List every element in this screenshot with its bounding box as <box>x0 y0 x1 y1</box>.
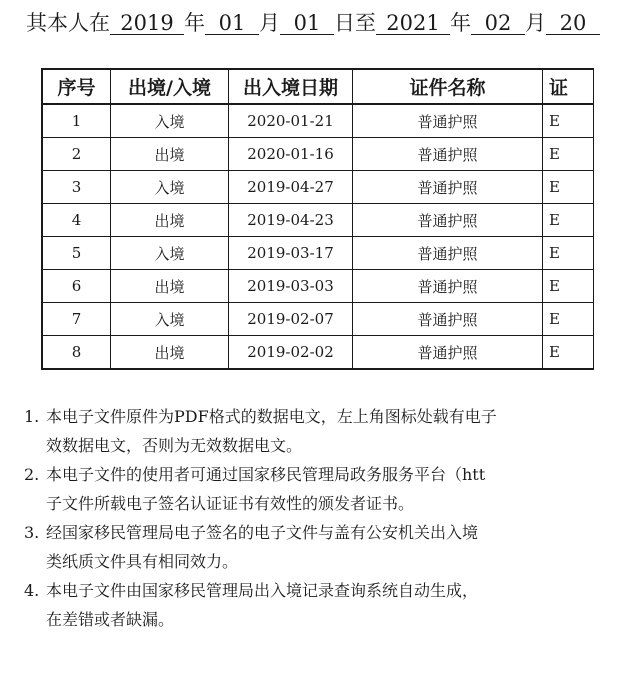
cell-date: 2019-02-07 <box>229 303 353 336</box>
note-text: 本电子文件由国家移民管理局出入境记录查询系统自动生成， <box>46 581 479 600</box>
table-row <box>42 336 594 370</box>
cell-direction: 入境 <box>111 171 229 204</box>
table-row <box>42 270 594 303</box>
note-item <box>24 576 624 634</box>
entry-exit-records-table <box>41 68 581 370</box>
start-month: 01 <box>205 12 259 35</box>
start-year: 2019 <box>110 12 184 35</box>
cell-document-name: 普通护照 <box>353 270 543 303</box>
note-number: 1. <box>24 407 40 426</box>
cell-direction: 出境 <box>111 270 229 303</box>
cell-direction: 入境 <box>111 237 229 270</box>
note-text-continued: 子文件所载电子签名认证证书有效性的颁发者证书。 <box>46 494 415 513</box>
cell-serial-no: 4 <box>42 204 111 237</box>
cell-document-number: E <box>543 336 594 370</box>
cell-document-number: E <box>543 237 594 270</box>
note-number: 2. <box>24 465 40 484</box>
table-row <box>42 303 594 336</box>
note-item <box>24 518 624 576</box>
header-direction: 出境/入境 <box>111 69 229 104</box>
note-number: 3. <box>24 523 40 542</box>
cell-serial-no: 1 <box>42 104 111 138</box>
cell-serial-no: 7 <box>42 303 111 336</box>
record-period-line <box>26 10 600 36</box>
end-day: 20 <box>546 12 600 35</box>
cell-date: 2020-01-16 <box>229 138 353 171</box>
cell-serial-no: 6 <box>42 270 111 303</box>
cell-document-name: 普通护照 <box>353 336 543 370</box>
cell-date: 2019-03-17 <box>229 237 353 270</box>
cell-document-name: 普通护照 <box>353 204 543 237</box>
cell-document-name: 普通护照 <box>353 104 543 138</box>
cell-date: 2019-03-03 <box>229 270 353 303</box>
cell-document-name: 普通护照 <box>353 237 543 270</box>
note-text: 本电子文件原件为PDF格式的数据电文，左上角图标处载有电子 <box>46 407 497 426</box>
cell-direction: 入境 <box>111 104 229 138</box>
cell-document-name: 普通护照 <box>353 138 543 171</box>
period-prefix: 其本人在 <box>26 11 110 35</box>
cell-direction: 出境 <box>111 336 229 370</box>
header-date: 出入境日期 <box>229 69 353 104</box>
cell-date: 2020-01-21 <box>229 104 353 138</box>
day-unit-to: 日至 <box>334 11 376 35</box>
cell-document-number: E <box>543 303 594 336</box>
cell-direction: 出境 <box>111 138 229 171</box>
table-header-row <box>42 69 594 104</box>
end-month: 02 <box>471 12 525 35</box>
cell-document-number: E <box>543 204 594 237</box>
cell-direction: 出境 <box>111 204 229 237</box>
table-row <box>42 138 594 171</box>
cell-serial-no: 2 <box>42 138 111 171</box>
cell-document-number: E <box>543 171 594 204</box>
table-row <box>42 237 594 270</box>
end-month-unit: 月 <box>525 11 546 35</box>
cell-serial-no: 5 <box>42 237 111 270</box>
end-year: 2021 <box>376 12 450 35</box>
note-item <box>24 460 624 518</box>
header-serial-no: 序号 <box>42 69 111 104</box>
note-item <box>24 402 624 460</box>
year-unit: 年 <box>184 11 205 35</box>
header-document-number: 证 <box>543 69 594 104</box>
month-unit: 月 <box>259 11 280 35</box>
note-text: 经国家移民管理局电子签名的电子文件与盖有公安机关出入境 <box>46 523 479 542</box>
notes-section <box>24 402 624 634</box>
cell-document-number: E <box>543 104 594 138</box>
cell-document-name: 普通护照 <box>353 303 543 336</box>
table-row <box>42 204 594 237</box>
note-text-continued: 在差错或者缺漏。 <box>46 610 175 629</box>
cell-document-number: E <box>543 138 594 171</box>
start-day: 01 <box>280 12 334 35</box>
table-row <box>42 104 594 138</box>
table-row <box>42 171 594 204</box>
note-number: 4. <box>24 581 40 600</box>
note-text: 本电子文件的使用者可通过国家移民管理局政务服务平台（htt <box>46 465 486 484</box>
cell-document-name: 普通护照 <box>353 171 543 204</box>
cell-direction: 入境 <box>111 303 229 336</box>
end-year-unit: 年 <box>450 11 471 35</box>
note-text-continued: 效数据电文，否则为无效数据电文。 <box>46 436 303 455</box>
cell-date: 2019-04-27 <box>229 171 353 204</box>
cell-date: 2019-04-23 <box>229 204 353 237</box>
note-text-continued: 类纸质文件具有相同效力。 <box>46 552 239 571</box>
cell-serial-no: 8 <box>42 336 111 370</box>
cell-date: 2019-02-02 <box>229 336 353 370</box>
cell-serial-no: 3 <box>42 171 111 204</box>
cell-document-number: E <box>543 270 594 303</box>
header-document-name: 证件名称 <box>353 69 543 104</box>
